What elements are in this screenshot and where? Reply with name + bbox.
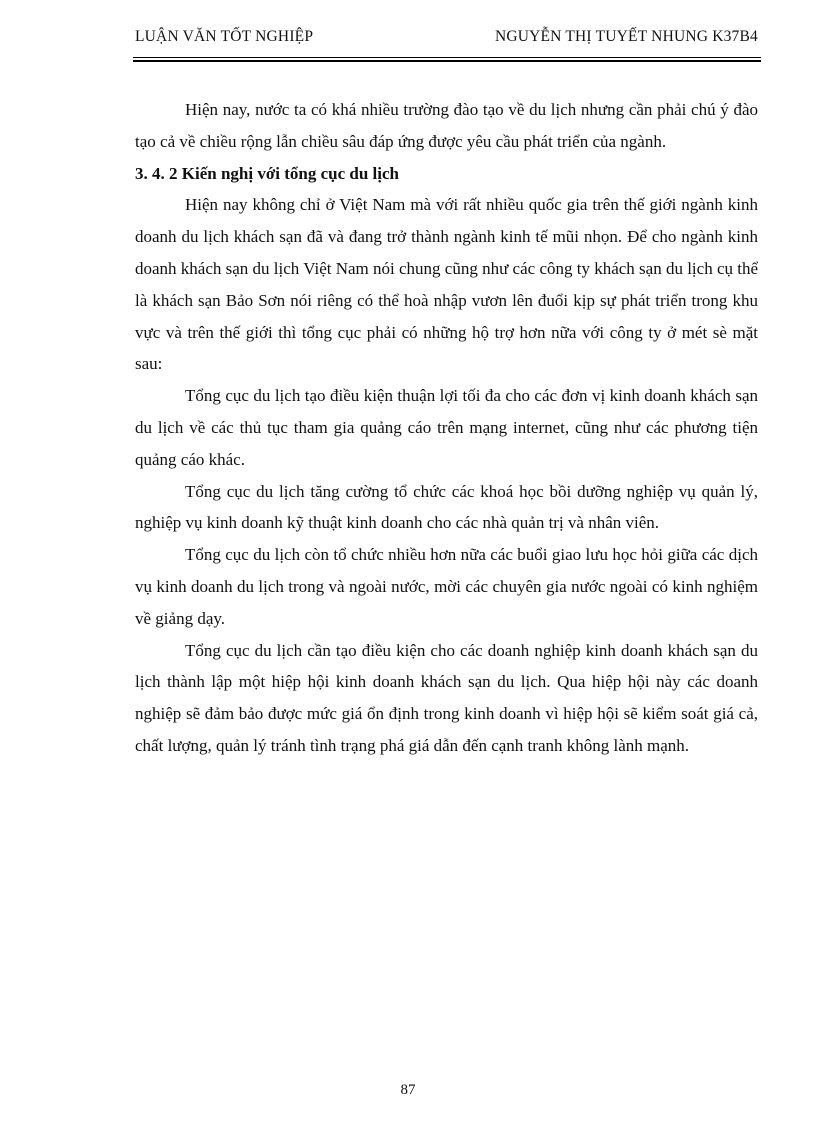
header-thesis-title: LUẬN VĂN TỐT NGHIỆP: [135, 28, 314, 45]
intro-paragraph: Hiện nay, nước ta có khá nhiều trường đào tạo về du lịch nhưng cần phải chú ý đào tạo cả về chiều rộng lẫn chiều sâu đáp ứng được yêu cầu phát triển của ngành.: [135, 100, 758, 151]
page-header: [135, 24, 758, 48]
section-heading: 3. 4. 2 Kiến nghị với tổng cục du lịch: [135, 163, 399, 183]
paragraph: Hiện nay không chỉ ở Việt Nam mà với rất nhiều quốc gia trên thế giới ngành kinh doanh du lịch khách sạn đã và đang trở thành ngành kinh tế mũi nhọn. Để cho ngành kinh doanh khách sạn du lịch Việt Nam nói chung cũng như các công ty khách sạn du lịch cụ thể là khách sạn Bảo Sơn nói riêng có thể hoà nhập vươn lên đuổi kịp sự phát triển trong khu vực và trên thế giới thì tổng cục phải có những hộ trợ hơn nữa với công ty ở mét sè mặt sau:: [135, 195, 759, 374]
paragraph: Tổng cục du lịch tăng cường tổ chức các khoá học bồi dưỡng nghiệp vụ quản lý, nghiệp vụ kinh doanh kỹ thuật kinh doanh cho các nhà quản trị và nhân viên.: [135, 481, 758, 533]
paragraph: Tổng cục du lịch tạo điều kiện thuận lợi tối đa cho các đơn vị kinh doanh khách sạn du lịch về các thủ tục tham gia quảng cáo trên mạng internet, cũng như các phương tiện quảng cáo khác.: [135, 386, 758, 469]
paragraph: Tổng cục du lịch cần tạo điều kiện cho các doanh nghiệp kinh doanh khách sạn du lịch thành lập một hiệp hội kinh doanh khách sạn du lịch. Qua hiệp hội này các doanh nghiệp sẽ đảm bảo được mức giá ổn định trong kinh doanh vì hiệp hội sẽ kiểm soát giá cả, chất lượng, quản lý tránh tình trạng phá giá dẫn đến cạnh tranh không lành mạnh.: [135, 640, 758, 755]
header-rule-thin: [133, 57, 761, 58]
page-number: 87: [400, 1082, 416, 1098]
paragraph: Tổng cục du lịch còn tổ chức nhiều hơn nữa các buổi giao lưu học hỏi giữa các dịch vụ kinh doanh du lịch trong và ngoài nước, mời các chuyên gia nước ngoài có kinh nghiệm về giảng dạy.: [135, 545, 758, 628]
header-rule-thick: [133, 60, 761, 62]
document-body: [135, 94, 758, 762]
header-author: NGUYỄN THỊ TUYẾT NHUNG K37B4: [494, 28, 758, 45]
